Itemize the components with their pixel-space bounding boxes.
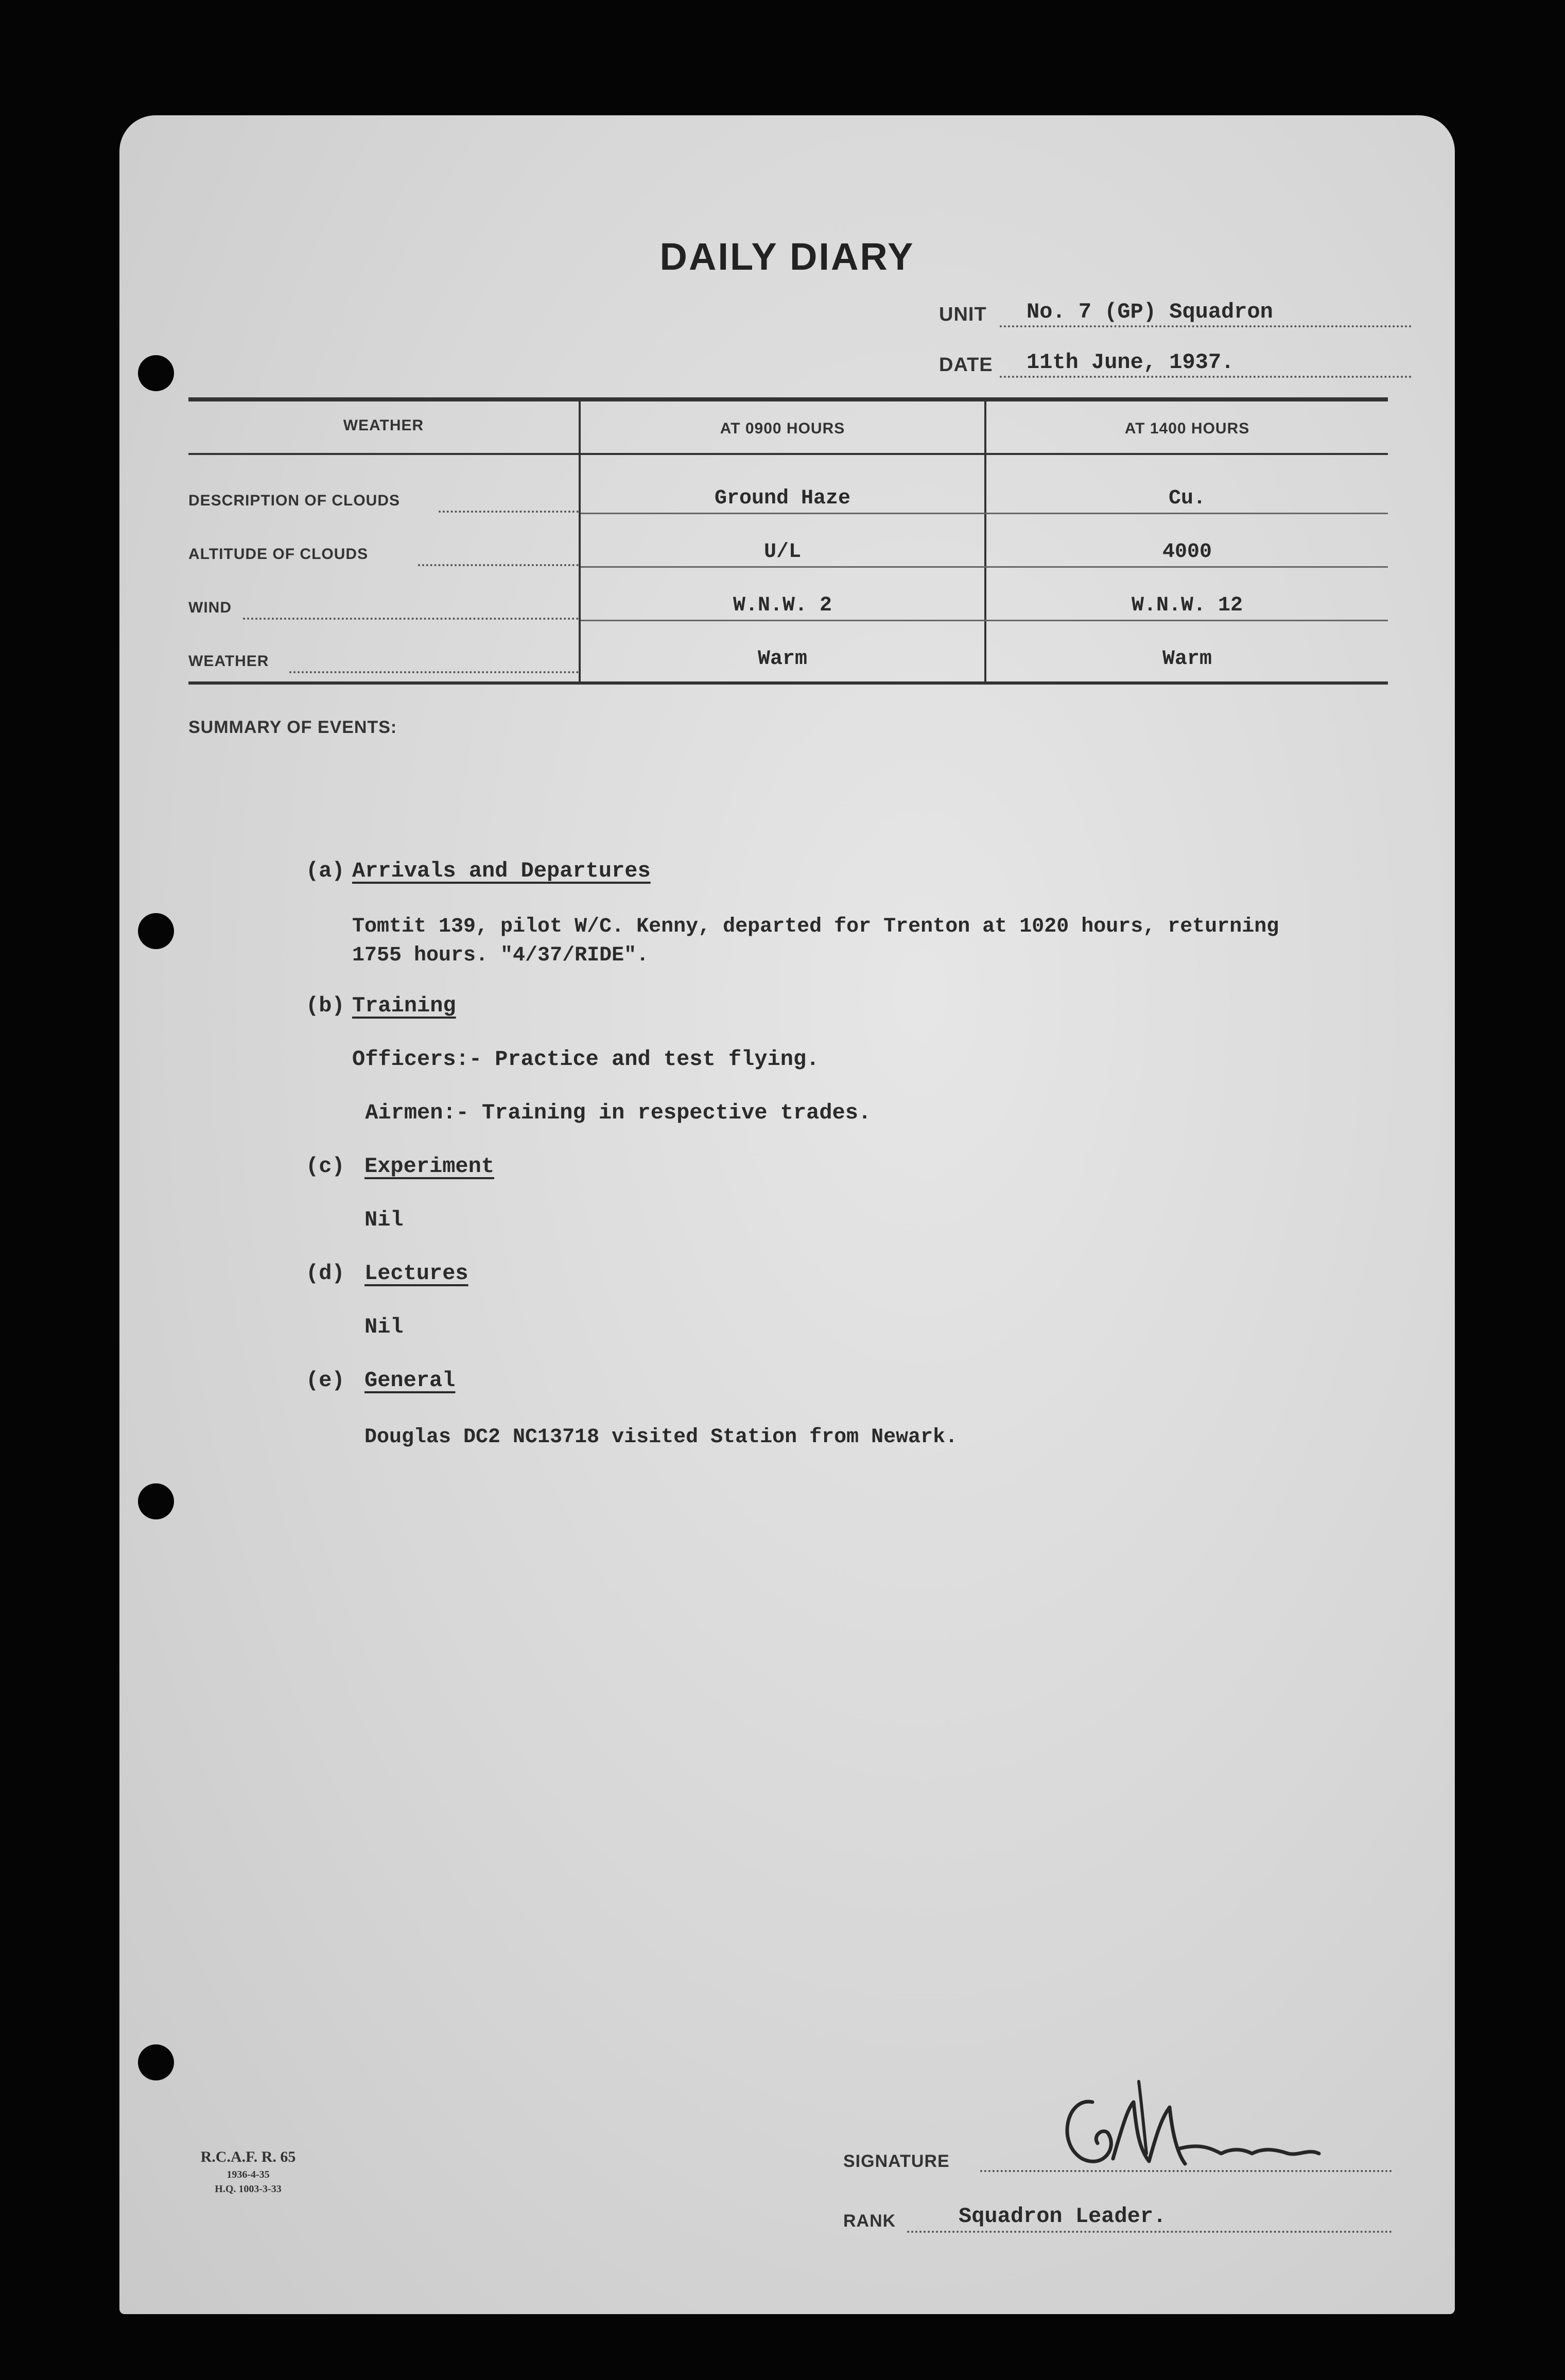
section-line: Officers:- Practice and test flying. — [352, 1047, 820, 1072]
section-marker: (a) — [306, 859, 345, 883]
unit-value: No. 7 (GP) Squadron — [1027, 300, 1273, 324]
row-leader — [418, 564, 579, 566]
row-leader — [243, 618, 579, 620]
section-line: Tomtit 139, pilot W/C. Kenny, departed for Trenton at 1020 hours, returning — [352, 915, 1279, 938]
unit-line — [1000, 325, 1412, 327]
form-code: 1936-4-35 — [227, 2169, 270, 2180]
cell-wind-pm: W.N.W. 12 — [1131, 594, 1243, 617]
row-rule — [581, 620, 1388, 621]
punch-hole — [138, 1483, 174, 1519]
header-weather: WEATHER — [343, 417, 424, 434]
table-header-rule — [188, 453, 1388, 455]
row-rule — [581, 513, 1388, 514]
row-rule — [581, 566, 1388, 568]
section-heading: Experiment — [364, 1154, 495, 1179]
section-marker: (c) — [306, 1154, 345, 1179]
section-line: 1755 hours. "4/37/RIDE". — [352, 944, 649, 967]
section-line: Douglas DC2 NC13718 visited Station from Newark. — [364, 1426, 958, 1449]
form-code: H.Q. 1003-3-33 — [215, 2183, 282, 2195]
unit-label: UNIT — [939, 304, 987, 325]
rank-value: Squadron Leader. — [959, 2204, 1167, 2229]
section-marker: (d) — [306, 1261, 345, 1286]
date-label: DATE — [939, 354, 993, 376]
date-value: 11th June, 1937. — [1027, 350, 1234, 375]
row-label: ALTITUDE OF CLOUDS — [188, 546, 369, 563]
summary-label: SUMMARY OF EVENTS: — [188, 717, 397, 737]
punch-hole — [138, 2044, 174, 2080]
punch-hole — [138, 913, 174, 949]
cell-altitude-pm: 4000 — [1162, 540, 1212, 564]
section-heading: Lectures — [364, 1261, 468, 1286]
cell-clouds-pm: Cu. — [1168, 487, 1206, 510]
header-0900: AT 0900 HOURS — [720, 420, 845, 437]
page-title: DAILY DIARY — [659, 235, 915, 278]
row-leader — [289, 671, 579, 673]
cell-altitude-am: U/L — [763, 540, 801, 564]
row-label: DESCRIPTION OF CLOUDS — [188, 492, 401, 509]
row-label: WEATHER — [188, 653, 269, 670]
section-heading: Arrivals and Departures — [352, 859, 651, 883]
signature-label: SIGNATURE — [843, 2151, 950, 2171]
row-leader — [439, 511, 579, 513]
cell-weather-am: Warm — [757, 647, 807, 671]
form-code: R.C.A.F. R. 65 — [200, 2148, 296, 2165]
row-label: WIND — [188, 599, 232, 616]
section-marker: (e) — [306, 1368, 345, 1393]
cell-clouds-am: Ground Haze — [714, 487, 851, 510]
section-heading: Training — [352, 993, 456, 1018]
handwritten-signature-icon — [1046, 2071, 1334, 2184]
section-line: Nil — [364, 1207, 404, 1232]
table-bottom-rule — [188, 681, 1388, 685]
date-line — [1000, 376, 1412, 378]
header-1400: AT 1400 HOURS — [1124, 420, 1250, 437]
diary-page — [119, 115, 1455, 2314]
section-line: Airmen:- Training in respective trades. — [352, 1100, 872, 1125]
signature — [1046, 2071, 1334, 2184]
rank-label: RANK — [843, 2211, 896, 2231]
punch-hole — [138, 355, 174, 391]
section-line: Nil — [364, 1315, 404, 1339]
cell-weather-pm: Warm — [1162, 647, 1212, 671]
section-marker: (b) — [306, 993, 345, 1018]
table-top-rule — [188, 397, 1388, 401]
section-heading: General — [364, 1368, 456, 1393]
rank-line — [907, 2231, 1392, 2233]
cell-wind-am: W.N.W. 2 — [733, 594, 832, 617]
